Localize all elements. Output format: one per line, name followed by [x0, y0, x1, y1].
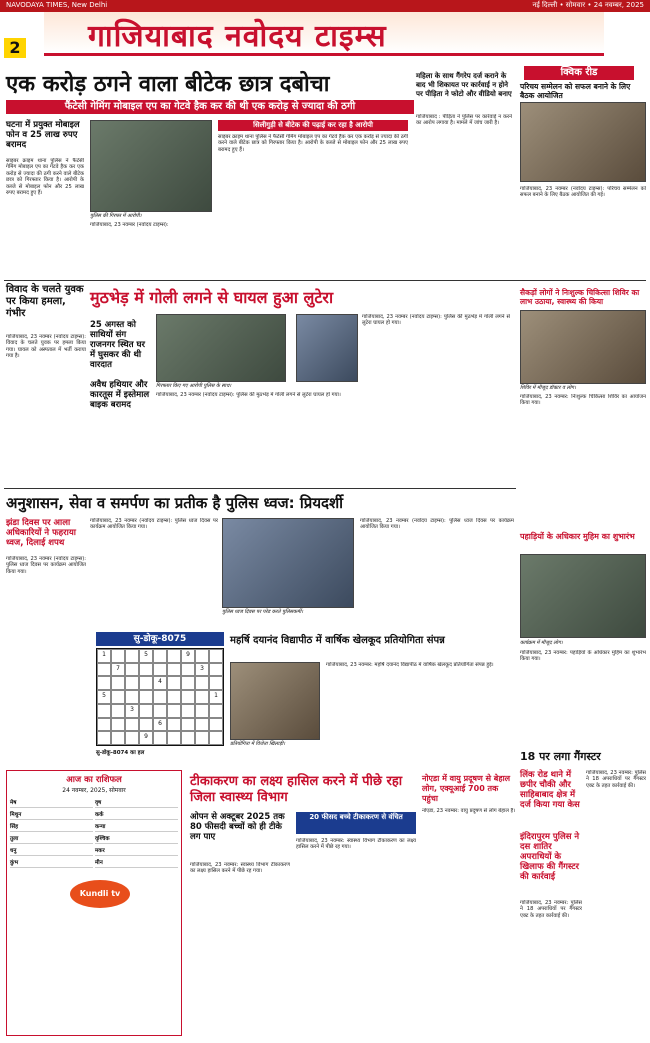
sudoku-cell: 1: [97, 649, 111, 663]
sudoku-cell: [195, 704, 209, 718]
noida-headline: नोएडा में वायु प्रदूषण से बेहाल लोग, एक्यूआई 700 तक पहुंचा: [422, 774, 511, 803]
encounter-headline: मुठभेड़ में गोली लगने से घायल हुआ लुटेरा: [90, 288, 334, 307]
sudoku-cell: [195, 690, 209, 704]
lead-headline: एक करोड़ ठगने वाला बीटेक छात्र दबोचा: [6, 72, 330, 97]
health-camp-body: गाजियाबाद, 23 नवम्बर: निःशुल्क चिकित्सा शिविर का आयोजन किया गया।: [520, 394, 646, 407]
police-flag-headline: अनुशासन, सेवा व समर्पण का प्रतीक है पुलिस ध्वज: प्रियदर्शी: [6, 494, 344, 512]
rashi-item: वृश्चिक: [95, 834, 178, 844]
police-flag-photo: [222, 518, 354, 608]
hills-headline: पहाड़ियों के अधिकार मुहिम का शुभारंभ: [520, 532, 635, 541]
encounter-photo: [156, 314, 286, 382]
hills-body: गाजियाबाद, 23 नवम्बर: पहाड़ियों के अधिकार मुहिम का शुभारंभ किया गया।: [520, 650, 646, 663]
sudoku-cell: [111, 676, 125, 690]
sudoku-grid: [96, 648, 224, 746]
encounter-photo-2: [296, 314, 358, 382]
sudoku-cell: 1: [209, 690, 223, 704]
lead-body: गाजियाबाद, 23 नवम्बर (नवोदय टाइम्स):: [90, 222, 169, 228]
sudoku-cell: [181, 718, 195, 732]
sudoku-cell: [167, 731, 181, 745]
divider: [4, 280, 646, 281]
horoscope-title: आज का राशिफल: [66, 775, 122, 785]
date-line: नई दिल्ली • सोमवार • 24 नवम्बर, 2025: [532, 1, 644, 9]
page-number: 2: [4, 38, 26, 58]
police-flag-side-point: झंडा दिवस पर आला अधिकारियों ने फहराया ध्वज, दिलाई शपथ: [6, 518, 76, 548]
rashi-item: मीन: [95, 858, 178, 868]
sudoku-cell: [125, 690, 139, 704]
hills-caption: कार्यक्रम में मौजूद लोग।: [520, 640, 563, 646]
horoscope-grid: [10, 798, 178, 868]
sudoku-cell: 9: [139, 731, 153, 745]
kundli-logo: Kundli tv: [70, 880, 130, 908]
police-flag-body-col3: गाजियाबाद, 23 नवम्बर (नवोदय टाइम्स): पुलिस ध्वज दिवस पर कार्यक्रम आयोजित किया गया।: [360, 518, 514, 531]
sudoku-cell: [209, 663, 223, 677]
sudoku-cell: 4: [153, 676, 167, 690]
sports-headline: महर्षि दयानंद विद्यापीठ में वार्षिक खेलकूद प्रतियोगिता संपन्न: [230, 635, 445, 646]
quick-read-headline: परिचय सम्मेलन को सफल बनाने के लिए बैठक आयोजित: [520, 82, 631, 100]
sudoku-cell: [125, 676, 139, 690]
sudoku-cell: [125, 718, 139, 732]
sudoku-cell: [167, 718, 181, 732]
health-camp-caption: शिविर में मौजूद डॉक्टर व लोग।: [520, 385, 576, 391]
sudoku-cell: [167, 663, 181, 677]
sudoku-cell: [153, 704, 167, 718]
sudoku-cell: [139, 663, 153, 677]
encounter-point1: 25 अगस्त को साथियों संग राजनगर स्थित घर में घुसकर की थी वारदात: [90, 320, 145, 370]
rashi-item: धनु: [10, 846, 93, 856]
lead-inset-title: सिलीगुड़ी से बीटेक की पढ़ाई कर रहा है आरोपी: [218, 120, 408, 131]
gangster-body-2: गाजियाबाद, 23 नवम्बर: पुलिस ने 18 अपराधियों पर गैंगस्टर एक्ट के तहत कार्रवाई की।: [520, 900, 582, 919]
sudoku-cell: [181, 676, 195, 690]
sudoku-cell: [153, 731, 167, 745]
sports-body: गाजियाबाद, 23 नवम्बर: महर्षि दयानंद विद्यापीठ में वार्षिक खेलकूद प्रतियोगिता संपन्न हुई।: [326, 662, 494, 668]
sudoku-cell: 5: [139, 649, 153, 663]
sudoku-cell: [97, 676, 111, 690]
noida-body: नोएडा, 23 नवम्बर: वायु प्रदूषण से लोग बेहाल हैं।: [422, 808, 516, 814]
police-flag-body-col1: गाजियाबाद, 23 नवम्बर (नवोदय टाइम्स): पुलिस ध्वज दिवस पर कार्यक्रम आयोजित किया गया।: [6, 556, 86, 575]
sports-caption: प्रतियोगिता में विजेता खिलाड़ी।: [230, 741, 286, 747]
sudoku-cell: 6: [153, 718, 167, 732]
sudoku-cell: [111, 718, 125, 732]
second-headline: महिला के साथ गैंगरेप दर्ज कराने के बाद भी शिकायत पर कार्रवाई न होने पर पीड़िता ने फोटो और वीडियो बनाए: [416, 72, 512, 98]
sudoku-cell: [125, 649, 139, 663]
quick-read-body: गाजियाबाद, 23 नवम्बर (नवोदय टाइम्स): परिचय सम्मेलन को सफल बनाने के लिए बैठक आयोजित की गई।: [520, 186, 646, 199]
sudoku-cell: [139, 676, 153, 690]
second-body: गाजियाबाद : पीड़िता ने पुलिस पर कार्रवाई न करने का आरोप लगाया है। मामले में जांच जारी है।: [416, 114, 512, 127]
sudoku-cell: [139, 718, 153, 732]
sudoku-cell: 9: [181, 649, 195, 663]
sudoku-cell: [209, 649, 223, 663]
sudoku-cell: [167, 690, 181, 704]
quick-read-photo: [520, 102, 646, 182]
sudoku-cell: [139, 690, 153, 704]
rashi-item: तुला: [10, 834, 93, 844]
sudoku-cell: [111, 731, 125, 745]
sudoku-cell: [181, 731, 195, 745]
sudoku-cell: [139, 704, 153, 718]
sudoku-cell: [153, 663, 167, 677]
sudoku-title: सु-डोकू-8075: [96, 632, 224, 646]
rashi-item: वृष: [95, 798, 178, 808]
vivad-body: गाजियाबाद, 23 नवम्बर (नवोदय टाइम्स): विवाद के चलते युवक पर हमला किया गया। घायल को अस्पताल में भर्ती कराया गया है।: [6, 334, 86, 360]
sudoku-cell: [125, 731, 139, 745]
vaccination-point: ओपन से अक्टूबर 2025 तक 80 फीसदी बच्चों को ही टीके लग पाए: [190, 812, 285, 842]
vaccination-box-title: 20 फीसद बच्चे टीकाकरण से वंचित: [296, 812, 416, 834]
sudoku-cell: [167, 676, 181, 690]
sudoku-cell: [167, 649, 181, 663]
sudoku-cell: [195, 649, 209, 663]
sudoku-cell: [195, 676, 209, 690]
police-flag-photo-caption: पुलिस ध्वज दिवस पर परेड करते पुलिसकर्मी।: [222, 609, 304, 615]
sudoku-cell: 5: [97, 690, 111, 704]
rashi-item: कुंभ: [10, 858, 93, 868]
sudoku-cell: [195, 731, 209, 745]
gangster-headline: 18 पर लगा गैंगस्टर: [520, 750, 601, 763]
vaccination-headline: टीकाकरण का लक्ष्य हासिल करने में पीछे रहा जिला स्वास्थ्य विभाग: [190, 774, 403, 805]
sudoku-cell: [181, 690, 195, 704]
rashi-item: मकर: [95, 846, 178, 856]
rashi-item: सिंह: [10, 822, 93, 832]
sudoku-cell: [209, 704, 223, 718]
sudoku-cell: [97, 663, 111, 677]
sudoku-cell: [97, 731, 111, 745]
divider: [4, 488, 516, 489]
health-camp-photo: [520, 310, 646, 384]
lead-inset-body: साइबर क्राइम थाना पुलिस ने फैंटेसी गेमिंग मोबाइल एप का गेटवे हैक कर एक करोड़ से ज्यादा की ठगी करने वाले बीटेक छात्र को गिरफ्तार किया है। आरोपी के कब्जे से मोबाइल फोन और 25 लाख रुपए बरामद हुए हैं।: [218, 134, 408, 153]
vivad-headline: विवाद के चलते युवक पर किया हमला, गंभीर: [6, 284, 84, 319]
encounter-body-2: गाजियाबाद, 23 नवम्बर (नवोदय टाइम्स): पुलिस की मुठभेड़ में गोली लगने से लुटेरा घायल हो गया।: [362, 314, 510, 327]
health-camp-headline: सैकड़ों लोगों ने निःशुल्क चिकित्सा शिविर का लाभ उठाया, स्वास्थ्य की किया: [520, 288, 640, 306]
sudoku-cell: 7: [111, 663, 125, 677]
sports-photo: [230, 662, 320, 740]
lead-photo-caption: पुलिस की गिरफ्त में आरोपी।: [90, 213, 142, 219]
lead-photo: [90, 120, 212, 212]
rashi-item: मिथुन: [10, 810, 93, 820]
lead-side-point: घटना में प्रयुक्त मोबाइल फोन व 25 लाख रुपए बरामद: [6, 120, 80, 150]
encounter-point2: अवैध हथियार और कारतूस में इस्तेमाल बाइक बरामद: [90, 380, 150, 410]
masthead-title: गाजियाबाद नवोदय टाइम्स: [88, 19, 387, 54]
lead-subhead: फैंटेसी गेमिंग मोबाइल एप का गेटवे हैक कर की थी एक करोड़ से ज्यादा की ठगी: [6, 100, 414, 114]
sudoku-cell: [111, 704, 125, 718]
lead-body-col1: साइबर क्राइम थाना पुलिस ने फैंटेसी गेमिंग मोबाइल एप का गेटवे हैक कर एक करोड़ से ज्यादा की ठगी करने वाले बीटेक छात्र को गिरफ्तार किया है। आरोपी के कब्जे से मोबाइल फोन और 25 लाख रुपए बरामद हुए हैं।: [6, 158, 84, 197]
encounter-body: गाजियाबाद, 23 नवम्बर (नवोदय टाइम्स): पुलिस की मुठभेड़ में गोली लगने से लुटेरा घायल हो गया।: [156, 392, 341, 398]
sudoku-cell: [97, 718, 111, 732]
vaccination-body: गाजियाबाद, 23 नवम्बर: स्वास्थ्य विभाग टीकाकरण का लक्ष्य हासिल करने में पीछे रह गया।: [190, 862, 290, 875]
rashi-item: मेष: [10, 798, 93, 808]
encounter-photo-caption: गिरफ्तार किए गए आरोपी पुलिस के साथ।: [156, 383, 232, 389]
sudoku-cell: [111, 690, 125, 704]
horoscope-date: 24 नवम्बर, 2025, सोमवार: [62, 787, 126, 794]
gangster-point1: लिंक रोड थाने में छपीर चौकी और साहिबाबाद क्षेत्र में दर्ज किया गया केस: [520, 770, 580, 810]
sudoku-cell: [97, 704, 111, 718]
gangster-body: गाजियाबाद, 23 नवम्बर: पुलिस ने 18 अपराधियों पर गैंगस्टर एक्ट के तहत कार्रवाई की।: [586, 770, 646, 789]
rashi-item: कन्या: [95, 822, 178, 832]
sudoku-cell: 3: [125, 704, 139, 718]
hills-photo: [520, 554, 646, 638]
sudoku-cell: [209, 718, 223, 732]
quick-read-label: क्विक रीड: [524, 66, 634, 80]
sudoku-cell: [195, 718, 209, 732]
top-strip: [0, 0, 650, 12]
sudoku-cell: 3: [195, 663, 209, 677]
vaccination-body-2: गाजियाबाद, 23 नवम्बर: स्वास्थ्य विभाग टीकाकरण का लक्ष्य हासिल करने में पीछे रह गया।: [296, 838, 416, 851]
rashi-item: कर्क: [95, 810, 178, 820]
sudoku-cell: [181, 704, 195, 718]
police-flag-body-col2: गाजियाबाद, 23 नवम्बर (नवोदय टाइम्स): पुलिस ध्वज दिवस पर कार्यक्रम आयोजित किया गया।: [90, 518, 218, 531]
sudoku-cell: [209, 731, 223, 745]
sudoku-cell: [209, 676, 223, 690]
brand-line: NAVODAYA TIMES, New Delhi: [6, 1, 108, 9]
sudoku-cell: [181, 663, 195, 677]
sudoku-cell: [111, 649, 125, 663]
sudoku-cell: [125, 663, 139, 677]
sudoku-cell: [167, 704, 181, 718]
sudoku-cell: [153, 690, 167, 704]
gangster-point2: इंदिरापुरम पुलिस ने दस शातिर अपराधियों के खिलाफ की गैंगस्टर की कार्रवाई: [520, 832, 580, 882]
sudoku-prev-label: सु-डोकू-8074 का हल: [96, 750, 145, 756]
sudoku-cell: [153, 649, 167, 663]
